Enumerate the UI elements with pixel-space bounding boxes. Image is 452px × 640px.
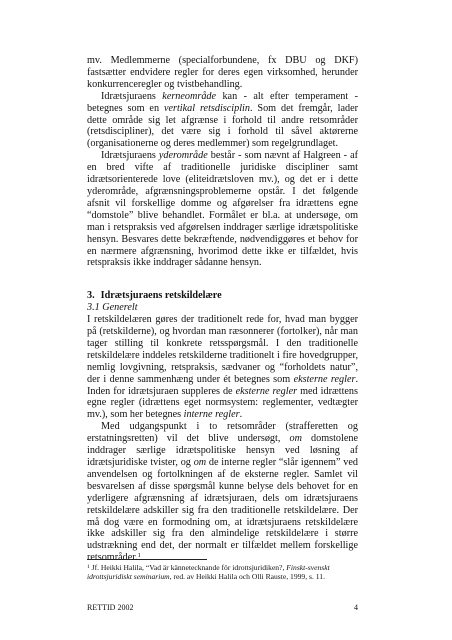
paragraph-1 bbox=[87, 55, 358, 91]
subsection-heading: 3.1 Generelt bbox=[87, 302, 138, 314]
footnote-text-a: Jf. Heikki Halila, “Vad är kännetecknande för idrottsjuridiken?, bbox=[89, 563, 287, 572]
paragraph-3 bbox=[87, 150, 358, 269]
footnote bbox=[87, 563, 358, 582]
term-eksterne-regler: eksterne regler bbox=[293, 373, 356, 385]
paragraph-4-text-a: I retskildelæren gøres der traditionelt rede for, hvad man bygger på (retskilderne), og hvordan man ræsonnerer (fortolker), når man tager stilling til konkrete retsspørgsmål. I den traditionelle retskildelære inddeles retskilderne traditionelt i fire hovedgrupper, nemlig lovgivning, retspraksis, sædvaner og “forholdets natur”, der i denne sammenhæng under ét betegnes som bbox=[87, 314, 358, 385]
footnote-source-title: Finskt-svenskt idrottsjuridiskt seminarium bbox=[87, 563, 330, 582]
paragraph-4 bbox=[87, 314, 358, 421]
paragraph-2-text-c: . Som det fremgår, lader dette område sig let afgrænse i forhold til andre retsområder (retsdiscipliner), det være sig i forhold til såvel aktørerne (organisationerne og deres medlemmer) som regelgrundlaget. bbox=[87, 102, 358, 150]
footnote-number: 1 bbox=[87, 564, 90, 570]
paragraph-1-text: mv. Medlemmerne (specialforbundene, fx DBU og DKF) fastsætter endvidere regler for deres egen virksomhed, herunder konkurrenceregler og tvistbehandling. bbox=[87, 55, 358, 90]
paragraph-5-text-a: Med udgangspunkt i to retsområder (strafferetten og erstatningsretten) vil det blive undersøgt, bbox=[87, 421, 358, 445]
paragraph-5-text-b: domstolene inddrager særlige idrætspolitiske hensyn ved løsning af idrætsjuridiske tvister, og bbox=[87, 433, 358, 468]
term-kerneomraade: kerneområde bbox=[162, 90, 217, 102]
term-om-2: om bbox=[193, 457, 207, 468]
paragraph-5 bbox=[87, 421, 358, 564]
term-om-1: om bbox=[289, 433, 302, 445]
paragraph-3-text-b: består - som nævnt af Halgreen - af en bred vifte af traditionelle juridiske discipliner samt idrætsorienterede love (eliteidrætsloven mv.), og det er i dette yderområde, afgrænsningsproblemerne opstår. I det følgende afsnit vil forskellige domme og afgørelser fra idrættens egne “domstole” blive behandlet. Formålet er bl.a. at undersøge, om man i retspraksis ved afgørelsen inddrager særlige idrætspolitiske hensyn. Besvares dette bekræftende, nødvendiggøres et behov for en nærmere afgrænsning, hvorimod dette ikke er tilfældet, hvis retspraksis ikke inddrager sådanne hensyn. bbox=[87, 150, 358, 269]
paragraph-2-text-a: Idrætsjuraens bbox=[101, 90, 163, 102]
paragraph-4-text-c: med idrættens egne regler (idrættens eget normsystem: reglementer, vedtægter mv.), som her betegnes bbox=[87, 385, 358, 421]
term-eksterne-regler-2: eksterne regler bbox=[235, 385, 298, 397]
term-interne-regler: interne regler bbox=[183, 409, 240, 421]
body-text bbox=[87, 55, 358, 564]
paragraph-5-text-c: de interne regler “slår igennem” ved anvendelsen og fortolkningen af de eksterne regler. Samlet vil besvarelsen af disse spørgsmål kunne belyse dels behovet for en yderligere afgrænsning af idrætsjuraen, dels om idrætsjuraens retskildelære adskiller sig fra den traditionelle retskildelære. Der må dog være en formodning om, at idrætsjuraens retskildelære ikke adskiller sig fra den almindelige retskildelære i større udstrækning end det, der normalt er tilfældet mellem forskellige retsområder. bbox=[87, 457, 358, 564]
term-vertikal-retsdisciplin: vertikal retsdisciplin bbox=[163, 102, 250, 114]
footnote-reference[interactable]: 1 bbox=[137, 552, 141, 560]
term-yderomraade: yderområde bbox=[158, 150, 208, 162]
section-title: Idrætsjuraens retskildelære bbox=[100, 290, 222, 302]
paragraph-2 bbox=[87, 91, 358, 151]
footnote-divider bbox=[87, 559, 207, 560]
footnote-text-b: , red. av Heikki Halila och Olli Rauste, 1999, s. 11. bbox=[169, 572, 325, 582]
journal-name: RETTID 2002 bbox=[87, 603, 134, 612]
section-number: 3. bbox=[87, 290, 95, 302]
paragraph-4-text-d: . bbox=[239, 409, 243, 421]
paragraph-4-text-b: . Inden for idrætsjuraen suppleres de bbox=[87, 373, 358, 397]
paragraph-2-text-b: kan - alt efter temperament - betegnes som en bbox=[87, 90, 358, 114]
paragraph-3-text-a: Idrætsjuraens bbox=[101, 150, 159, 162]
page-number: 4 bbox=[354, 603, 358, 612]
section-heading bbox=[87, 290, 358, 302]
page-footer bbox=[87, 603, 358, 613]
